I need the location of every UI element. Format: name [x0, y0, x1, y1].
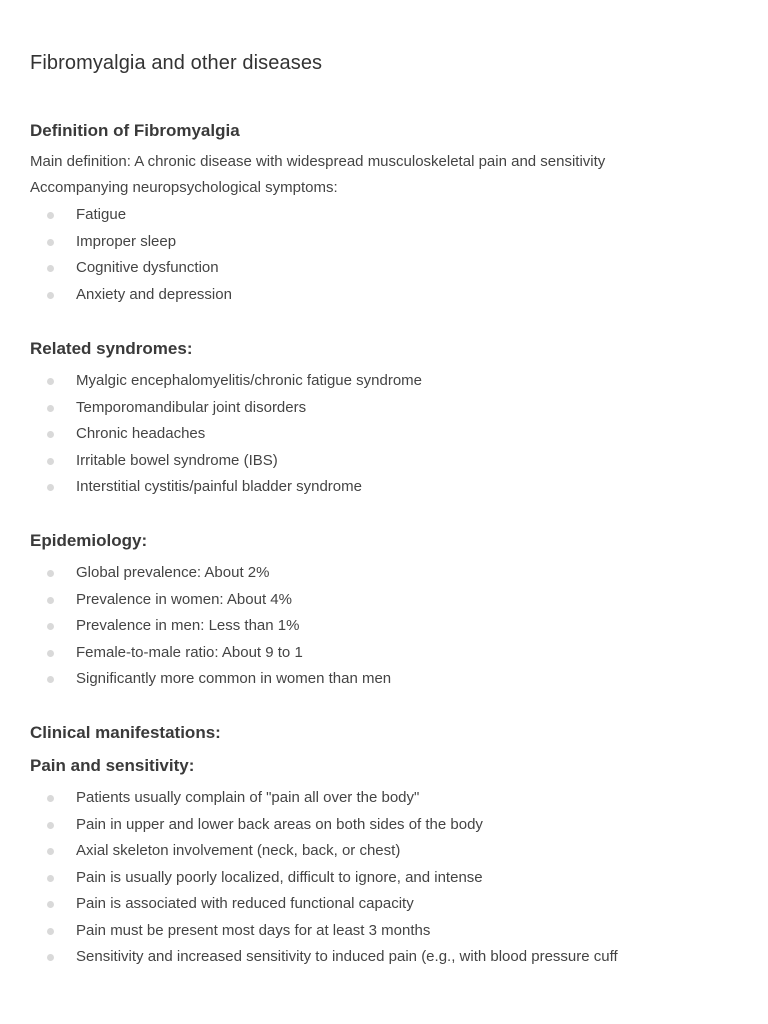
list-item-text: Chronic headaches	[76, 425, 206, 442]
list-item-text: Female-to-male ratio: About 9 to 1	[76, 643, 303, 661]
epidemiology-heading: Epidemiology:	[30, 531, 148, 550]
bullet-dot-icon	[47, 570, 54, 577]
list-item	[30, 371, 422, 398]
bullet-dot-icon	[47, 597, 54, 604]
epidemiology-list	[30, 563, 391, 696]
bullet-dot-icon	[47, 378, 54, 385]
list-item-text: Pain is associated with reduced functional capacity	[76, 895, 414, 912]
bullet-dot-icon	[47, 431, 54, 438]
definition-heading: Definition of Fibromyalgia	[30, 121, 240, 140]
bullet-dot-icon	[47, 822, 54, 829]
list-item	[30, 424, 422, 451]
bullet-dot-icon	[47, 239, 54, 246]
list-item-text: Patients usually complain of "pain all over the body"	[76, 789, 420, 806]
list-item-text: Irritable bowel syndrome (IBS)	[76, 451, 278, 469]
pain-sensitivity-list	[30, 788, 618, 974]
symptoms-list	[30, 205, 232, 311]
list-item	[30, 451, 422, 478]
list-item-text: Pain must be present most days for at least 3 months	[76, 921, 431, 939]
accompanying-symptoms-label: Accompanying neuropsychological symptoms:	[30, 179, 338, 196]
list-item-text: Myalgic encephalomyelitis/chronic fatigue syndrome	[76, 372, 422, 389]
list-item-text: Global prevalence: About 2%	[76, 564, 270, 581]
list-item-text: Significantly more common in women than men	[76, 670, 392, 687]
bullet-dot-icon	[47, 212, 54, 219]
bullet-dot-icon	[47, 458, 54, 465]
list-item	[30, 232, 232, 259]
list-item-text: Cognitive dysfunction	[76, 259, 219, 276]
list-item	[30, 643, 391, 670]
list-item-text: Prevalence in men: Less than 1%	[76, 617, 300, 634]
main-definition-text: Main definition: A chronic disease with widespread musculoskeletal pain and sensitivity	[30, 153, 606, 170]
list-item-text: Temporomandibular joint disorders	[76, 398, 307, 416]
list-item-text: Pain in upper and lower back areas on both sides of the body	[76, 815, 483, 833]
list-item-text: Fatigue	[76, 206, 127, 223]
list-item	[30, 894, 618, 921]
list-item	[30, 921, 618, 948]
list-item	[30, 947, 618, 974]
list-item	[30, 258, 232, 285]
list-item	[30, 616, 391, 643]
pain-sensitivity-subheading: Pain and sensitivity:	[30, 756, 195, 775]
bullet-dot-icon	[47, 265, 54, 272]
list-item	[30, 563, 391, 590]
bullet-dot-icon	[47, 875, 54, 882]
clinical-manifestations-heading: Clinical manifestations:	[30, 723, 221, 742]
bullet-dot-icon	[47, 292, 54, 299]
bullet-dot-icon	[47, 848, 54, 855]
list-item-text: Anxiety and depression	[76, 285, 232, 303]
list-item-text: Prevalence in women: About 4%	[76, 590, 292, 608]
list-item	[30, 788, 618, 815]
list-item	[30, 205, 232, 232]
list-item	[30, 398, 422, 425]
bullet-dot-icon	[47, 405, 54, 412]
list-item	[30, 815, 618, 842]
bullet-dot-icon	[47, 650, 54, 657]
list-item-text: Axial skeleton involvement (neck, back, or chest)	[76, 842, 401, 859]
list-item	[30, 669, 391, 696]
related-syndromes-list	[30, 371, 422, 504]
bullet-dot-icon	[47, 484, 54, 491]
list-item-text: Pain is usually poorly localized, difficult to ignore, and intense	[76, 868, 483, 886]
bullet-dot-icon	[47, 676, 54, 683]
list-item	[30, 841, 618, 868]
list-item	[30, 477, 422, 504]
list-item	[30, 285, 232, 312]
list-item	[30, 868, 618, 895]
bullet-dot-icon	[47, 623, 54, 630]
bullet-dot-icon	[47, 954, 54, 961]
bullet-dot-icon	[47, 795, 54, 802]
list-item	[30, 590, 391, 617]
list-item-text: Interstitial cystitis/painful bladder syndrome	[76, 478, 362, 495]
related-syndromes-heading: Related syndromes:	[30, 339, 193, 358]
bullet-dot-icon	[47, 901, 54, 908]
list-item-text: Sensitivity and increased sensitivity to induced pain (e.g., with blood pressure cuff	[76, 948, 618, 965]
document-title: Fibromyalgia and other diseases	[30, 52, 323, 74]
list-item-text: Improper sleep	[76, 232, 177, 250]
bullet-dot-icon	[47, 928, 54, 935]
